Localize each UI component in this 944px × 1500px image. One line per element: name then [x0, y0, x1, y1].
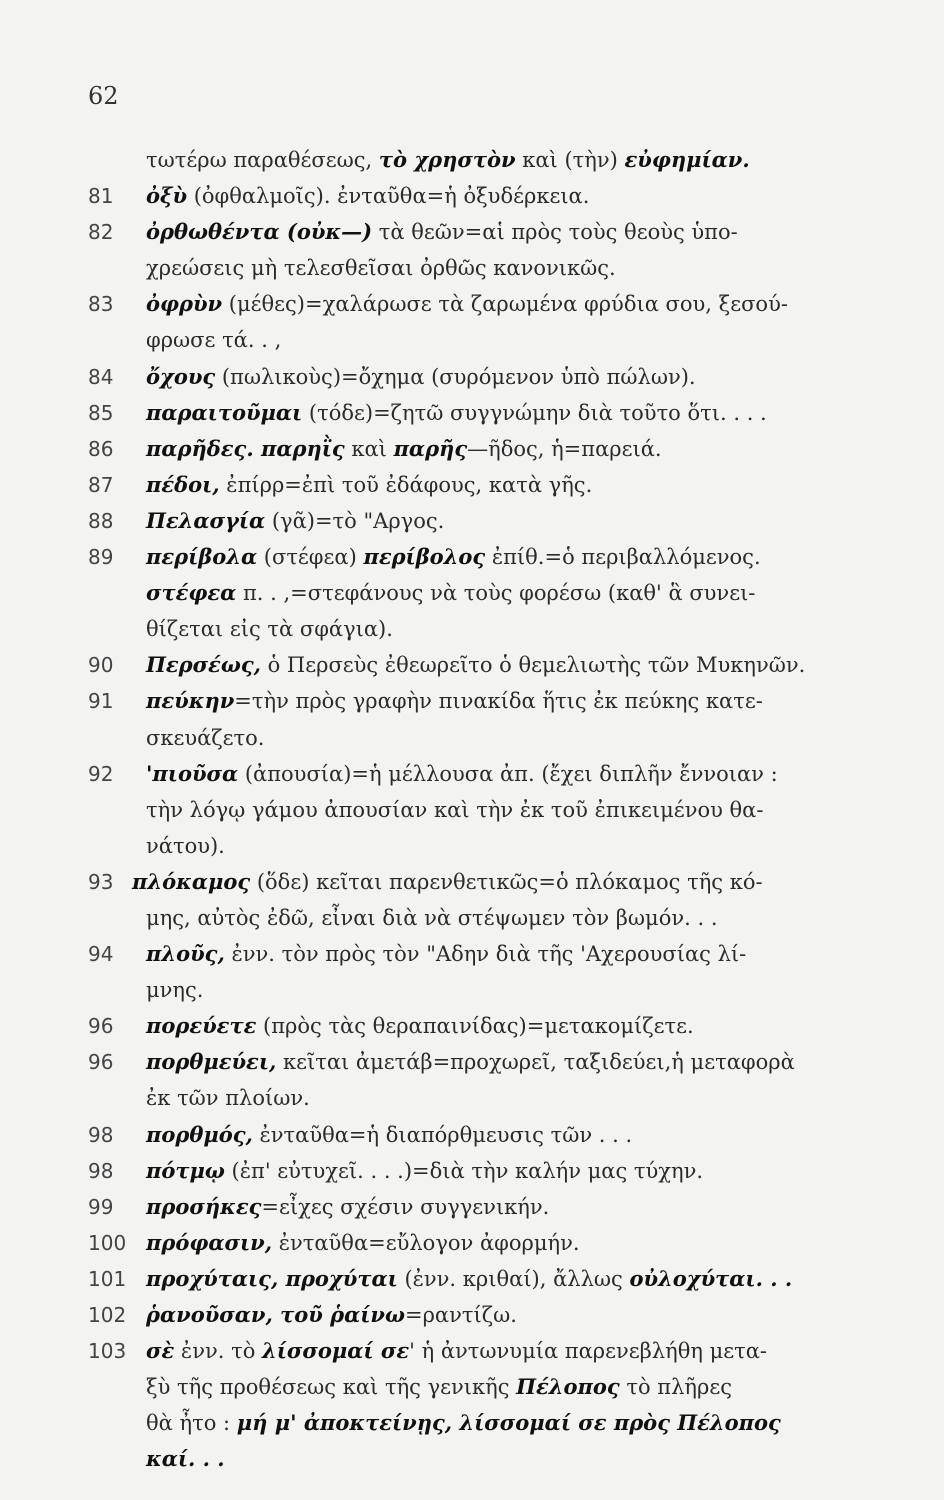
entry-number: 98 [88, 1122, 114, 1147]
line-text [146, 575, 755, 611]
headword: πλοῦς, [146, 941, 225, 967]
definition-text: χρεώσεις μὴ τελεσθεῖσαι ὀρθῶς κανονικῶς. [146, 256, 616, 281]
line-text [146, 1225, 580, 1261]
definition-text: ' ἡ ἀντωνυμία παρενεβλήθη μετα- [409, 1339, 768, 1364]
glossary-line [88, 1080, 858, 1116]
line-text [146, 611, 393, 647]
entry-number: 82 [88, 220, 114, 245]
entry-number: 91 [88, 689, 114, 714]
entry-number: 96 [88, 1014, 114, 1039]
definition-text: (ὀφθαλμοῖς). ἐνταῦθα=ἡ ὀξυδέρκεια. [187, 184, 590, 209]
glossary-line [88, 683, 858, 719]
headword: πορθμός, [146, 1121, 253, 1147]
entry-number: 83 [88, 292, 114, 317]
definition-text: (ἀπουσία)=ἡ μέλλουσα ἀπ. (ἔχει διπλῆν ἔννοιαν : [238, 761, 778, 786]
definition-text: φρωσε τά. . , [146, 328, 282, 353]
definition-text: νάτου). [146, 833, 225, 858]
line-text [146, 142, 750, 178]
headword: πεύκην [146, 688, 235, 714]
definition-text: =ραντίζω. [404, 1303, 517, 1327]
glossary-line [88, 250, 858, 286]
line-text [146, 828, 225, 864]
headword: πορθμεύει, [146, 1049, 277, 1075]
line-text [146, 1297, 517, 1333]
glossary-line [88, 936, 858, 972]
entry-number: 99 [88, 1194, 114, 1219]
definition-text: (ἐνν. κριθαί), ἄλλως [397, 1266, 630, 1291]
line-text [146, 178, 589, 214]
headword: τὸ χρηστὸν [378, 147, 516, 172]
line-text [146, 1153, 703, 1189]
entry-number: 86 [88, 436, 114, 461]
line-text [146, 1369, 732, 1405]
line-text [146, 250, 616, 286]
glossary-line [88, 647, 858, 683]
headword: εὐφημίαν. [624, 147, 750, 172]
headword: οὐλοχύται. . . [629, 1265, 793, 1291]
glossary-line [88, 1153, 858, 1189]
glossary-line [88, 1189, 858, 1225]
line-text [146, 539, 761, 575]
glossary-line [88, 1441, 858, 1477]
glossary-line [88, 1333, 858, 1369]
glossary-line [88, 900, 858, 936]
headword: παραιτοῦμαι [146, 399, 303, 425]
definition-text: (πωλικοὺς)=ὄχημα (συρόμενον ὑπὸ πώλων). [215, 364, 696, 389]
definition-text: ἐκ τῶν πλοίων. [146, 1086, 310, 1111]
headword: πλόκαμος [132, 868, 251, 894]
line-text [146, 647, 805, 683]
glossary-line [88, 1117, 858, 1153]
line-text [146, 359, 696, 395]
line-text [146, 1261, 792, 1297]
glossary-line [88, 1008, 858, 1044]
definition-text: τὰ θεῶν=αἱ πρὸς τοὺς θεοὺς ὑπο- [372, 220, 738, 245]
glossary-line [88, 214, 858, 250]
entry-number: 103 [88, 1339, 127, 1364]
definition-text: καὶ (τὴν) [515, 148, 625, 172]
definition-text: τὴν λόγῳ γάμου ἀπουσίαν καὶ τὴν ἐκ τοῦ ἐπικειμένου θα- [146, 797, 764, 822]
headword: 'πιοῦσα [146, 760, 239, 786]
line-text [146, 1333, 767, 1369]
definition-text: =τὴν πρὸς γραφὴν πινακίδα ἥτις ἐκ πεύκης κατε- [234, 689, 763, 714]
definition-text: ἐπίθ.=ὁ περιβαλλόμενος. [485, 545, 761, 570]
headword: Πελασγία [146, 507, 266, 533]
glossary-line [88, 1405, 858, 1441]
glossary-line [88, 142, 858, 178]
line-text [146, 395, 767, 431]
glossary-line [88, 178, 858, 214]
line-text [146, 900, 718, 936]
glossary-line [88, 539, 858, 575]
line-text [146, 720, 264, 756]
entry-number: 87 [88, 472, 114, 497]
entry-number: 101 [88, 1266, 127, 1291]
headword: ὀρθωθέντα (οὐκ—) [146, 219, 373, 245]
glossary-line [88, 359, 858, 395]
definition-text: τωτέρω παραθέσεως, [146, 148, 379, 172]
headword: Περσέως, [146, 652, 261, 678]
line-text [146, 1117, 632, 1153]
definition-text: μης, αὐτὸς ἐδῶ, εἶναι διὰ νὰ στέψωμεν τὸν βωμόν. . . [146, 905, 718, 930]
glossary-line [88, 1225, 858, 1261]
definition-text: (στέφεα) [257, 545, 364, 570]
line-text [146, 1441, 225, 1477]
glossary-line [88, 756, 858, 792]
definition-text: σκευάζετο. [146, 725, 265, 750]
glossary-line [88, 1369, 858, 1405]
line-text [146, 972, 203, 1008]
entry-number: 81 [88, 184, 114, 209]
definition-text: (τόδε)=ζητῶ συγγνώμην διὰ τοῦτο ὅτι. . . . [302, 400, 767, 425]
glossary-line [88, 972, 858, 1008]
headword: παρῆς [393, 435, 468, 461]
glossary-line [88, 395, 858, 431]
definition-text: —ῆδος, ἡ=παρειά. [467, 436, 662, 461]
headword: καί. . . [146, 1446, 225, 1472]
headword: πέδοι, [146, 471, 220, 497]
page-number: 62 [88, 82, 119, 110]
entry-number: 94 [88, 942, 114, 967]
glossary-line [88, 467, 858, 503]
glossary-line [88, 1261, 858, 1297]
glossary-line [88, 720, 858, 756]
definition-text: π. . ,=στεφάνους νὰ τοὺς φορέσω (καθ' ἃ συνει- [236, 581, 756, 606]
headword: προχύταις, προχύται [146, 1265, 398, 1291]
headword: περίβολος [363, 544, 486, 570]
headword: περίβολα [146, 544, 258, 570]
definition-text: καὶ [344, 436, 394, 461]
headword: λίσσομαί σε [262, 1338, 410, 1364]
definition-text: ἐνταῦθα=ἡ διαπόρθμευσις τῶν . . . [252, 1122, 633, 1147]
definition-text: θίζεται εἰς τὰ σφάγια). [146, 617, 393, 642]
headword: ὄχους [146, 363, 216, 389]
definition-text: ἐπίρρ=ἐπὶ τοῦ ἐδάφους, κατὰ γῆς. [219, 472, 593, 497]
headword: στέφεα [146, 580, 237, 606]
headword: προσήκες [146, 1193, 262, 1219]
entry-number: 92 [88, 761, 114, 786]
headword: ὀφρὺν [146, 291, 223, 317]
entry-number: 98 [88, 1158, 114, 1183]
line-text [146, 467, 592, 503]
line-text [132, 864, 763, 900]
line-text [146, 286, 788, 322]
headword: πρόφασιν, [146, 1229, 273, 1255]
glossary-line [88, 575, 858, 611]
line-text [146, 431, 662, 467]
glossary-line [88, 792, 858, 828]
headword: σὲ [146, 1338, 175, 1364]
definition-text: ἐνν. τὸ [174, 1339, 263, 1364]
line-text [146, 936, 746, 972]
entry-number: 102 [88, 1303, 127, 1327]
headword: παρῆδες. παρηῒς [146, 435, 345, 461]
entry-number: 85 [88, 400, 114, 425]
definition-text: ἐνν. τὸν πρὸς τὸν "Αδην διὰ τῆς 'Αχερουσίας λί- [224, 942, 747, 967]
glossary-line [88, 322, 858, 358]
definition-text: =εἶχες σχέσιν συγγενικήν. [261, 1194, 550, 1219]
line-text [146, 1044, 795, 1080]
glossary-line [88, 1297, 858, 1333]
entry-number: 84 [88, 364, 114, 389]
definition-text: ἐνταῦθα=εὔλογον ἀφορμήν. [272, 1230, 580, 1255]
line-text [146, 1189, 549, 1225]
definition-text: (μέθες)=χαλάρωσε τὰ ζαρωμένα φρύδια σου, ξεσού- [222, 292, 788, 317]
glossary-line [88, 1044, 858, 1080]
definition-text: ξὺ τῆς προθέσεως καὶ τῆς γενικῆς [146, 1375, 517, 1400]
glossary-line [88, 864, 858, 900]
line-text [146, 1405, 781, 1441]
glossary-line [88, 828, 858, 864]
entry-number: 90 [88, 653, 114, 678]
definition-text: (πρὸς τὰς θεραπαινίδας)=μετακομίζετε. [256, 1014, 694, 1039]
line-text [146, 322, 281, 358]
entry-number: 88 [88, 508, 114, 533]
headword: Πέλοπος [516, 1374, 620, 1400]
headword: μή μ' ἀποκτείνῃς, λίσσομαί σε πρὸς Πέλοπος [236, 1410, 781, 1436]
headword: πορεύετε [146, 1013, 257, 1039]
glossary-line [88, 611, 858, 647]
definition-text: (ὅδε) κεῖται παρενθετικῶς=ὁ πλόκαμος τῆς κό- [250, 869, 763, 894]
definition-text: μνης. [146, 978, 204, 1003]
definition-text: κεῖται ἀμετάβ=προχωρεῖ, ταξιδεύει,ἡ μεταφορὰ [276, 1050, 795, 1075]
definition-text: τὸ πλῆρες [619, 1375, 732, 1400]
line-text [146, 1008, 694, 1044]
glossary-line [88, 286, 858, 322]
headword: ὀξὺ [146, 183, 188, 209]
definition-text: ὁ Περσεὺς ἐθεωρεῖτο ὁ θεμελιωτὴς τῶν Μυκηνῶν. [260, 653, 806, 678]
line-text [146, 683, 763, 719]
entry-number: 93 [88, 869, 114, 894]
glossary-text [88, 142, 858, 1477]
entry-number: 100 [88, 1230, 127, 1255]
line-text [146, 503, 444, 539]
line-text [146, 792, 763, 828]
entry-number: 89 [88, 545, 114, 570]
entry-number: 96 [88, 1050, 114, 1075]
glossary-line [88, 503, 858, 539]
line-text [146, 214, 738, 250]
headword: ῥανοῦσαν, τοῦ ῥαίνω [146, 1302, 405, 1327]
definition-text: (ἐπ' εὐτυχεῖ. . . .)=διὰ τὴν καλήν μας τύχην. [224, 1158, 704, 1183]
glossary-line [88, 431, 858, 467]
headword: πότμῳ [146, 1157, 225, 1183]
definition-text: (γᾶ)=τὸ "Αργος. [265, 508, 445, 533]
definition-text: θὰ ἦτο : [146, 1411, 237, 1436]
line-text [146, 1080, 310, 1116]
line-text [146, 756, 778, 792]
